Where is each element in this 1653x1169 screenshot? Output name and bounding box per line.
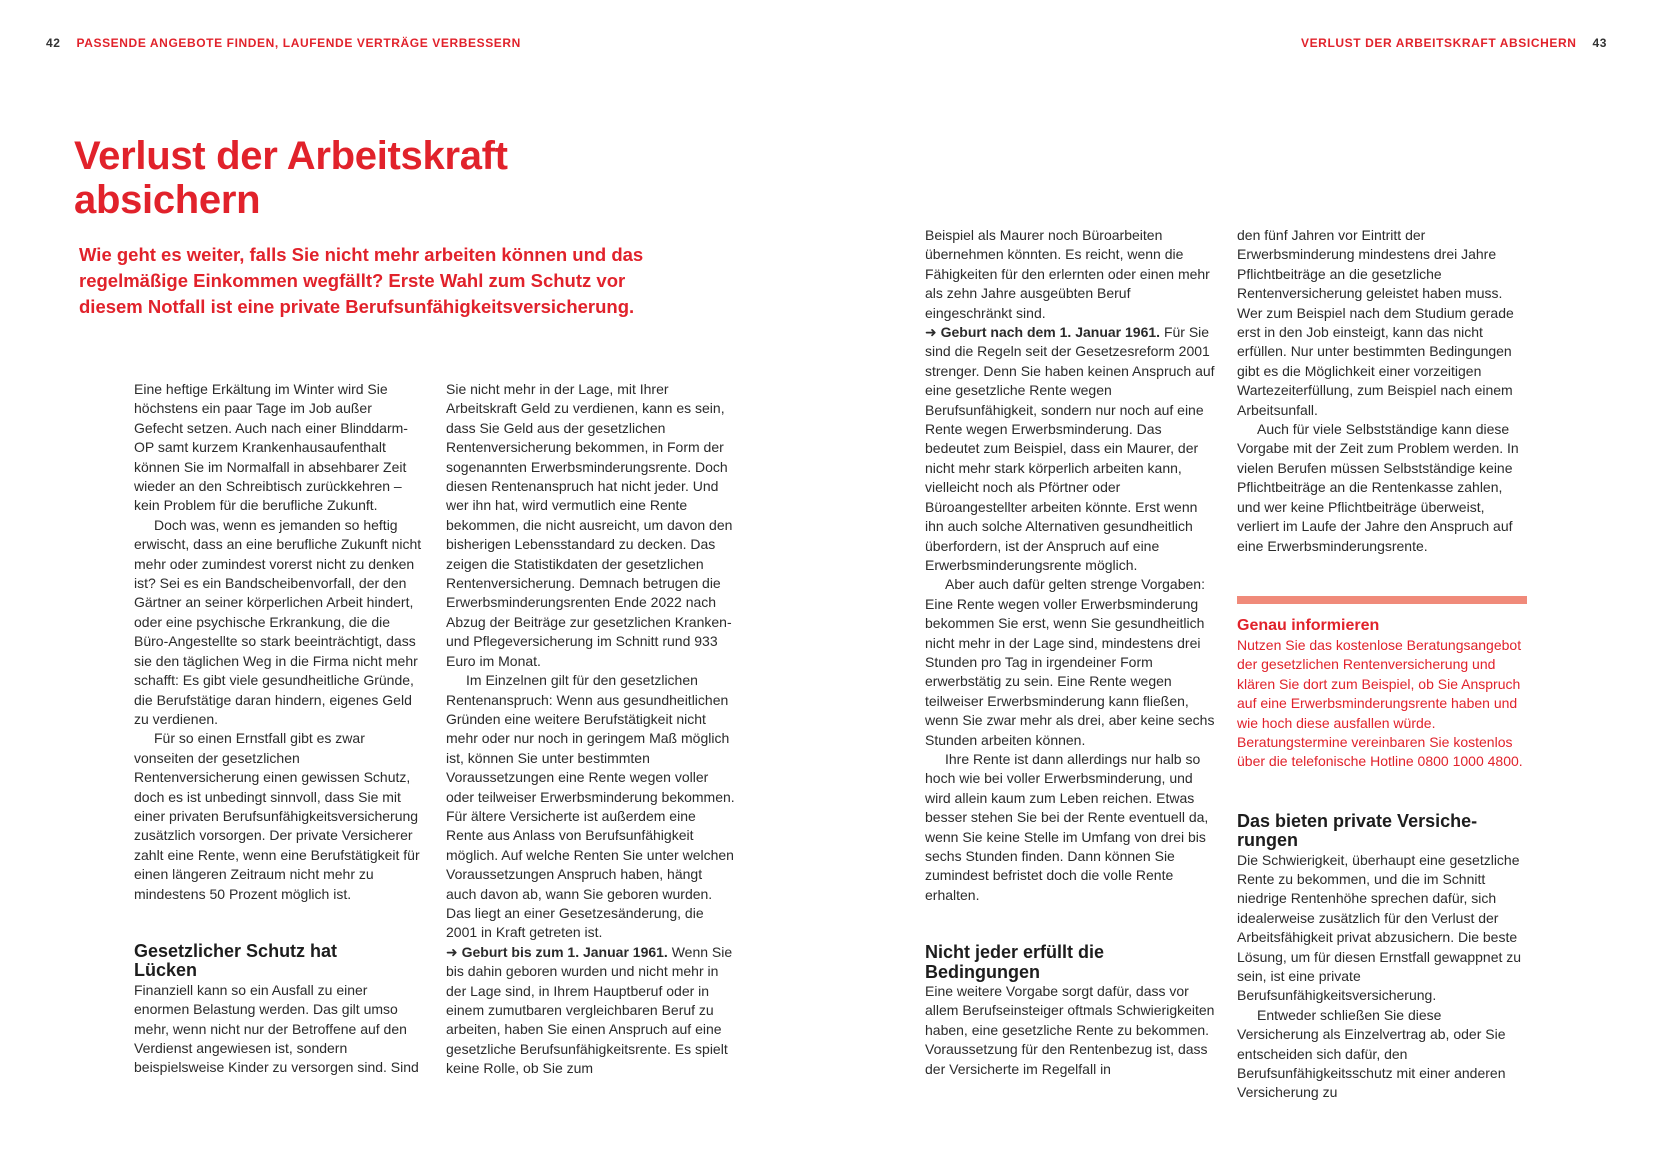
bullet-text: Für Sie sind die Regeln seit der Gesetzesreform 2001 strenger. Denn Sie haben keinen Anspruch auf eine gesetzliche Rente wegen Berufsunfähigkeit, sondern nur noch auf eine Rente wegen Erwerbsminderung. Das bedeutet zum Beispiel, dass ein Maurer, der nicht mehr stark körperlich arbeiten kann, vielleicht noch als Pförtner oder Büroangestellter arbeiten könnte. Erst wenn ihn auch solche Alternativen gesundheitlich überfordern, ist der Anspruch auf eine Erwerbsminderungsrente möglich. xyxy=(925,324,1215,573)
page-number-right: 43 xyxy=(1592,36,1607,50)
paragraph: Doch was, wenn es jemanden so heftig erwischt, dass an eine berufliche Zukunft nicht mehr oder zumindest vorerst nicht zu denken ist? Sei es ein Bandscheibenvorfall, der den Gärtner an seiner körperlichen Arbeit hindert, oder eine psychische Erkrankung, die die Büro-Angestellte so stark beeinträchtigt, dass sie den täglichen Weg in die Firma nicht mehr schafft: Es gibt viele gesundheitliche Gründe, die Berufstätige daran hindern, eigenes Geld zu verdienen. xyxy=(134,516,422,727)
text-column-1 xyxy=(134,380,424,1078)
page-number-left: 42 xyxy=(46,36,61,50)
heading-line-1: Nicht jeder erfüllt die xyxy=(925,942,1105,963)
info-box xyxy=(1237,596,1527,772)
bullet-geburt-nach-1961 xyxy=(925,323,1215,575)
paragraph: Sie nicht mehr in der Lage, mit Ihrer Arbeitskraft Geld zu verdienen, kann es sein, dass Sie Geld aus der gesetzlichen Rentenversicherung bekommen, in Form der sogenannten Erwerbsminderungsrente. Doch diesen Rentenanspruch hat nicht jeder. Und wer ihn hat, wird vermutlich eine Rente bekommen, die nicht ausreicht, um davon den bisherigen Lebensstandard zu decken. Das zeigen die Statistikdaten der gesetzlichen Rentenversicherung. Demnach betrugen die Erwerbsminderungsrenten Ende 2022 nach Abzug der Beiträge zur gesetzlichen Kranken- und Pflegeversicherung im Schnitt rund 933 Euro im Monat. xyxy=(446,381,733,669)
bullet-label: Geburt nach dem 1. Januar 1961. xyxy=(940,324,1161,341)
paragraph: Eine heftige Erkältung im Winter wird Sie höchstens ein paar Tage im Job außer Gefecht setzen. Auch nach einer Blinddarm-OP samt kurzem Krankenhausaufenthalt können Sie im Normalfall in absehbarer Zeit wieder an den Schreibtisch zurückkehren – kein Problem für die berufliche Zukunft. xyxy=(134,381,408,514)
article-title-line-1: Verlust der Arbeitskraft xyxy=(74,134,508,178)
running-header-left xyxy=(46,36,521,50)
paragraph: Für so einen Ernstfall gibt es zwar vonseiten der gesetzlichen Rentenversicherung einen gewissen Schutz, doch es ist unbedingt sinnvoll, dass Sie mit einer privaten Berufsunfähigkeitsversicherung zusätzlich vorsorgen. Der private Versicherer zahlt eine Rente, wenn eine Berufstätigkeit für einen längeren Zeitraum nicht mehr zu mindestens 50 Prozent möglich ist. xyxy=(134,730,420,902)
info-box-bar xyxy=(1237,596,1527,604)
paragraph: Entweder schließen Sie diese Versicherung als Einzelvertrag ab, oder Sie entscheiden sich dafür, den Berufsunfähigkeitsschutz mit einer anderen Versicherung zu xyxy=(1237,1006,1506,1101)
paragraph: Finanziell kann so ein Ausfall zu einer enormen Belastung werden. Das gilt umso mehr, wenn nicht nur der Betroffene auf den Verdienst angewiesen ist, sondern beispielsweise Kinder zu versorgen sind. Sind xyxy=(134,981,419,1076)
section-heading-private-versicherungen xyxy=(1237,812,1527,851)
running-header-right xyxy=(1301,36,1607,50)
paragraph: Beispiel als Maurer noch Büroarbeiten übernehmen könnten. Es reicht, wenn die Fähigkeiten für den erlernten oder einen mehr als zehn Jahre ausgeübten Beruf eingeschränkt sind. xyxy=(925,227,1210,321)
bullet-geburt-bis-1961 xyxy=(446,943,736,1079)
lead-line-2: regelmäßige Einkommen wegfällt? Erste Wahl zum Schutz vor xyxy=(79,270,626,291)
running-title-left: PASSENDE ANGEBOTE FINDEN, LAUFENDE VERTRÄGE VERBESSERN xyxy=(76,36,521,50)
lead-line-3: diesem Notfall ist eine private Berufsunfähigkeitsversicherung. xyxy=(79,296,635,317)
article-title xyxy=(74,134,634,222)
heading-line-1: Gesetzlicher Schutz hat xyxy=(134,940,338,961)
text-column-4 xyxy=(1237,226,1527,1103)
lead-line-1: Wie geht es weiter, falls Sie nicht mehr arbeiten können und das xyxy=(79,244,644,265)
article-lead xyxy=(79,242,679,320)
bullet-text: Wenn Sie bis dahin geboren wurden und nicht mehr in der Lage sind, in Ihrem Hauptberuf oder in einem zumutbaren vergleichbaren Beruf zu arbeiten, haben Sie einen Anspruch auf eine gesetzliche Berufsunfähigkeitsrente. Es spielt keine Rolle, ob Sie zum xyxy=(446,943,733,1077)
paragraph: Die Schwierigkeit, überhaupt eine gesetzliche Rente zu bekommen, und die im Schnitt niedrige Rentenhöhe sprechen dafür, sich idealerweise zusätzlich für den Verlust der Arbeitsfähigkeit privat abzusichern. Die beste Lösung, um für diesen Ernstfall gewappnet zu sein, ist eine private Berufsunfähigkeitsversicherung. xyxy=(1237,851,1522,1004)
bullet-label: Geburt bis zum 1. Januar 1961. xyxy=(461,943,668,960)
heading-line-1: Das bieten private Versiche- xyxy=(1237,810,1478,831)
info-box-text: Nutzen Sie das kostenlose Beratungsangebot der gesetzlichen Rentenversicherung und klären Sie dort zum Beispiel, ob Sie Anspruch auf eine Erwerbsminderungsrente haben und wie hoch diese ausfallen würde. Beratungstermine vereinbaren Sie kostenlos über die telefonische Hotline 0800 1000 4800. xyxy=(1237,636,1523,770)
heading-line-2: Bedingungen xyxy=(925,961,1040,982)
section-heading-nicht-jeder-erfuellt xyxy=(925,943,1215,982)
text-column-3 xyxy=(925,226,1215,1079)
info-box-title: Genau informieren xyxy=(1237,616,1380,634)
article-title-line-2: absichern xyxy=(74,178,261,222)
running-title-right: VERLUST DER ARBEITSKRAFT ABSICHERN xyxy=(1300,36,1577,50)
paragraph: Aber auch dafür gelten strenge Vorgaben: Eine Rente wegen voller Erwerbsminderung bekommen Sie erst, wenn Sie gesundheitlich nicht mehr in der Lage sind, mindestens drei Stunden pro Tag in irgendeiner Form erwerbstätig zu sein. Eine Rente wegen teilweiser Erwerbsminderung kann fließen, wenn Sie zwar mehr als drei, aber keine sechs Stunden arbeiten können. xyxy=(925,576,1215,748)
paragraph: Im Einzelnen gilt für den gesetzlichen Rentenanspruch: Wenn aus gesundheitlichen Gründen eine weitere Berufstätigkeit nicht mehr oder nur noch in geringem Maß möglich ist, können Sie unter bestimmten Voraussetzungen eine Rente wegen voller oder teilweiser Erwerbsminderung bekommen. Für ältere Versicherte ist außerdem eine Rente aus Anlass von Berufsunfähigkeit möglich. Auf welche Renten Sie unter welchen Voraussetzungen Anspruch haben, hängt auch davon ab, wann Sie geboren wurden. Das liegt an einer Gesetzesänderung, die 2001 in Kraft getreten ist. xyxy=(446,672,735,941)
paragraph: Auch für viele Selbstständige kann diese Vorgabe mit der Zeit zum Problem werden. In vielen Berufen müssen Selbstständige keine Pflichtbeiträge an die Rentenkasse zahlen, und wer keine Pflichtbeiträge überweist, verliert im Laufe der Jahre den Anspruch auf eine Erwerbsminderungsrente. xyxy=(1237,421,1519,554)
arrow-right-icon: ➜ xyxy=(925,324,937,341)
paragraph: Ihre Rente ist dann allerdings nur halb so hoch wie bei voller Erwerbsminderung, und wird allein kaum zum Leben reichen. Etwas besser stehen Sie bei der Rente eventuell da, wenn Sie keine Stelle im Umfang von drei bis sechs Stunden finden. Dann können Sie zumindest befristet doch die volle Rente erhalten. xyxy=(925,750,1209,903)
section-heading-gesetzlicher-schutz xyxy=(134,942,424,981)
arrow-right-icon: ➜ xyxy=(446,943,458,960)
paragraph: den fünf Jahren vor Eintritt der Erwerbsminderung mindestens drei Jahre Pflichtbeiträge an die gesetzliche Rentenversicherung geleistet haben muss. Wer zum Beispiel nach dem Studium gerade erst in den Job einsteigt, kann das nicht erfüllen. Nur unter bestimmten Bedingungen gibt es die Möglichkeit einer vorzeitigen Wartezeiterfüllung, zum Beispiel nach einem Arbeitsunfall. xyxy=(1237,227,1514,418)
paragraph: Eine weitere Vorgabe sorgt dafür, dass vor allem Berufseinsteiger oftmals Schwierigkeiten haben, eine gesetzliche Rente zu bekommen. Voraussetzung für den Rentenbezug ist, dass der Versicherte im Regelfall in xyxy=(925,983,1215,1077)
text-column-2 xyxy=(446,380,736,1079)
heading-line-2: Lücken xyxy=(134,960,198,981)
heading-line-2: rungen xyxy=(1237,830,1298,851)
